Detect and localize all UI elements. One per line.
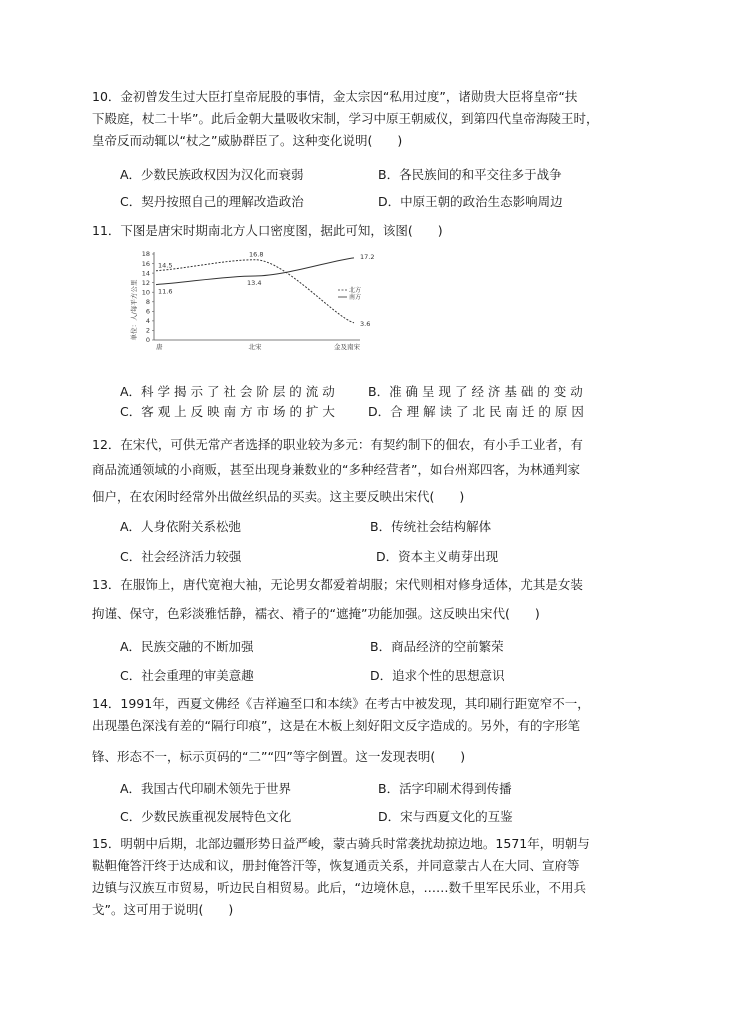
q13-option-c[interactable]: C．社会重理的审美意趣 bbox=[120, 668, 254, 683]
chart-y-tick-label: 10 bbox=[141, 288, 150, 297]
q11-option-c[interactable]: C．客 观 上 反 映 南 方 市 场 的 扩 大 bbox=[120, 404, 335, 419]
chart-data-label: 13.4 bbox=[247, 278, 262, 287]
chart-y-tick-label: 4 bbox=[145, 317, 150, 326]
q14-line-1: 14．1991年，西夏文佛经《吉祥遍至口和本续》在考古中被发现，其印刷行距宽窄不一， bbox=[92, 696, 590, 711]
q11-option-b[interactable]: B．准 确 呈 现 了 经 济 基 础 的 变 动 bbox=[368, 384, 583, 399]
q14-option-a[interactable]: A．我国古代印刷术领先于世界 bbox=[120, 781, 292, 796]
chart-y-tick-label: 0 bbox=[145, 336, 150, 345]
q13-line-1: 13．在服饰上，唐代宽袍大袖，无论男女都爱着胡服；宋代则相对修身适体，尤其是女装 bbox=[92, 577, 583, 592]
chart-data-label: 16.8 bbox=[249, 250, 264, 259]
q12-line-1: 12．在宋代，可供无常产者选择的职业较为多元：有契约制下的佃农，有小手工业者，有 bbox=[92, 437, 583, 452]
q14-option-b[interactable]: B．活字印刷术得到传播 bbox=[378, 781, 512, 796]
chart-x-tick-label: 金及南宋 bbox=[334, 343, 360, 351]
chart-legend-label: 北方 bbox=[349, 287, 362, 294]
q12-line-3: 佃户，在农闲时经常外出做丝织品的买卖。这主要反映出宋代( ) bbox=[92, 489, 465, 504]
q15-line-1: 15．明朝中后期，北部边疆形势日益严峻，蒙古骑兵时常袭扰劫掠边地。1571年，明朝与 bbox=[92, 836, 590, 851]
population-density-chart bbox=[130, 248, 375, 356]
q14-option-c[interactable]: C．少数民族重视发展特色文化 bbox=[120, 809, 292, 824]
q12-option-c[interactable]: C．社会经济活力较强 bbox=[120, 549, 242, 564]
q15-line-2: 鞑靼俺答汗终于达成和议，册封俺答汗等，恢复通贡关系，并同意蒙古人在大同、宣府等 bbox=[92, 858, 580, 873]
chart-y-tick-label: 14 bbox=[141, 269, 150, 278]
chart-y-tick-label: 2 bbox=[145, 326, 150, 335]
chart-x-tick-label: 北宋 bbox=[248, 343, 262, 351]
chart-y-tick-label: 12 bbox=[141, 278, 150, 287]
chart-series-line-north bbox=[156, 260, 354, 323]
chart-x-tick-label: 唐 bbox=[156, 343, 163, 351]
chart-data-label: 3.6 bbox=[360, 319, 371, 328]
q15-line-3: 边镇与汉族互市贸易，听边民自相贸易。此后，“边境休息，……数千里军民乐业，不用兵 bbox=[92, 880, 586, 895]
q11-option-d[interactable]: D．合 理 解 读 了 北 民 南 迁 的 原 因 bbox=[368, 404, 584, 419]
q15-line-4: 戈”。这可用于说明( ) bbox=[92, 902, 234, 917]
q12-option-b[interactable]: B．传统社会结构解体 bbox=[370, 519, 492, 534]
q14-line-3: 锋、形态不一，标示页码的“二”“四”等字倒置。这一发现表明( ) bbox=[92, 749, 466, 764]
q10-option-c[interactable]: C．契丹按照自己的理解改造政治 bbox=[120, 194, 304, 209]
q13-option-b[interactable]: B．商品经济的空前繁荣 bbox=[370, 639, 504, 654]
chart-y-tick-label: 18 bbox=[141, 250, 150, 259]
chart-y-axis-label: 单位：人/每平方公里 bbox=[130, 279, 138, 341]
chart-data-label: 14.5 bbox=[158, 261, 173, 270]
q10-option-a[interactable]: A．少数民族政权因为汉化而衰弱 bbox=[120, 167, 304, 182]
q13-line-2: 拘谨、保守，色彩淡雅恬静，襦衣、褙子的“遮掩”功能加强。这反映出宋代( ) bbox=[92, 606, 540, 621]
chart-data-label: 11.6 bbox=[158, 287, 173, 296]
q10-option-d[interactable]: D．中原王朝的政治生态影响周边 bbox=[378, 194, 563, 209]
q14-option-d[interactable]: D．宋与西夏文化的互鉴 bbox=[378, 809, 513, 824]
chart-legend-label: 南方 bbox=[349, 294, 362, 301]
chart-y-tick-label: 16 bbox=[141, 259, 150, 268]
q13-option-a[interactable]: A．民族交融的不断加强 bbox=[120, 639, 254, 654]
chart-data-label: 17.2 bbox=[360, 252, 375, 261]
q10-line-2: 下殿庭，杖二十毕”。此后金朝大量吸收宋制，学习中原王朝威仪，到第四代皇帝海陵王时， bbox=[92, 111, 599, 126]
q11-line-1: 11．下图是唐宋时期南北方人口密度图，据此可知，该图( ) bbox=[92, 223, 443, 238]
chart-y-tick-label: 6 bbox=[145, 307, 150, 316]
chart-y-tick-label: 8 bbox=[145, 297, 150, 306]
q14-line-2: 出现墨色深浅有差的“隔行印痕”，这是在木板上刻好阳文反字造成的。另外，有的字形笔 bbox=[92, 718, 580, 733]
q13-option-d[interactable]: D．追求个性的思想意识 bbox=[370, 668, 505, 683]
q12-option-d[interactable]: D．资本主义萌芽出现 bbox=[376, 549, 499, 564]
q10-line-1: 10．金初曾发生过大臣打皇帝屁股的事情，金太宗因“私用过度”，诸勋贵大臣将皇帝“扶 bbox=[92, 89, 578, 104]
q10-line-3: 皇帝反而动辄以“杖之”威胁群臣了。这种变化说明( ) bbox=[92, 133, 403, 148]
q10-option-b[interactable]: B．各民族间的和平交往多于战争 bbox=[378, 167, 562, 182]
q12-line-2: 商品流通领域的小商贩，甚至出现身兼数业的“多种经营者”，如台州郑四客，为林通判家 bbox=[92, 462, 580, 477]
q11-option-a[interactable]: A．科 学 揭 示 了 社 会 阶 层 的 流 动 bbox=[120, 384, 335, 399]
q12-option-a[interactable]: A．人身依附关系松弛 bbox=[120, 519, 242, 534]
